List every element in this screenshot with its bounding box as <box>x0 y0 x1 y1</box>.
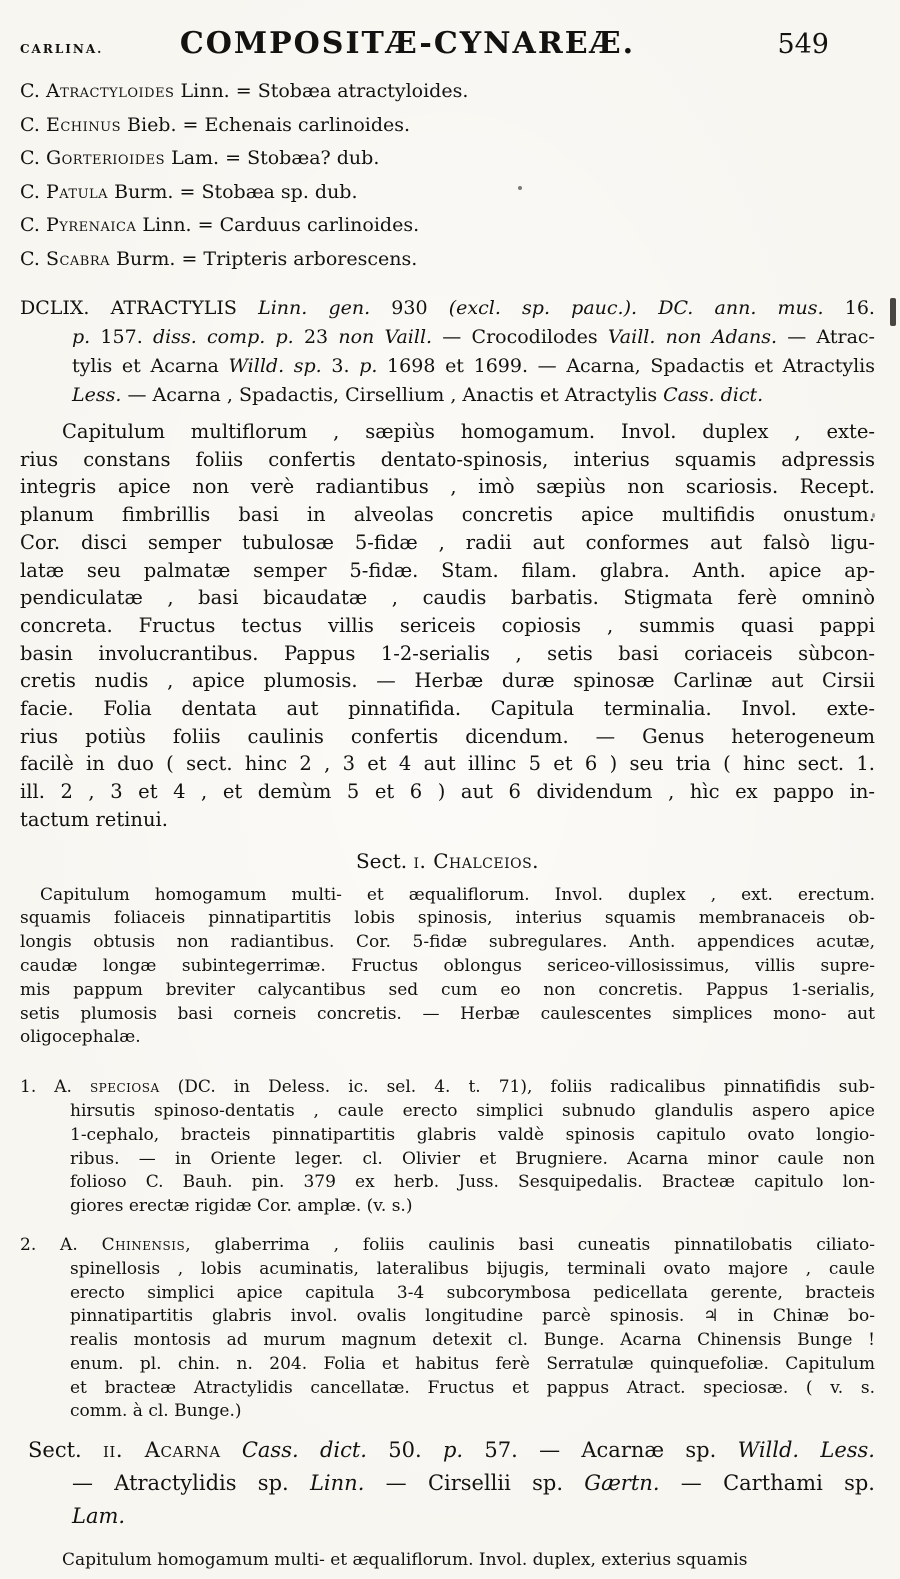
text-line <box>72 1500 875 1533</box>
text-segment: Less. <box>72 384 122 406</box>
text-segment: Linn. = Stobæa atractyloides. <box>174 80 469 102</box>
text-line: realis montosis ad murum magnum detexit cl. Bunge. Acarna Chinensis Bunge ! <box>70 1330 875 1351</box>
text-segment: Lam. <box>72 1504 126 1529</box>
text-line: cretis nudis , apice plumosis. — Herbæ duræ spinosæ Carlinæ aut Cirsii <box>20 669 875 693</box>
text-line <box>20 294 875 323</box>
text-line: hirsutis spinoso-dentatis , caule erecto simplici subnudo glandulis aspero apice <box>70 1100 875 1121</box>
text-line <box>20 1076 875 1100</box>
text-line: 1-cephalo, bracteis pinnatipartitis glabris valdè spinosis capitulo ovato longio- <box>70 1124 875 1145</box>
text-line: facilè in duo ( sect. hinc 2 , 3 et 4 aut illinc 5 et 6 ) seu tria ( hinc sect. 1. <box>20 752 875 776</box>
text-segment: 50. <box>366 1438 443 1463</box>
text-line <box>20 109 875 143</box>
text-line: erecto simplici apice capitula 3-4 subcorymbosa pedicellata gerente, bracteis <box>70 1282 875 1303</box>
text-line: Capitulum homogamum multi- et æqualiflorum. Invol. duplex, exterius squamis <box>62 1550 748 1571</box>
text-segment: Linn. gen. <box>258 297 371 319</box>
text-segment: Vaill. non Adans. <box>607 326 778 348</box>
text-segment: C. <box>20 180 46 203</box>
text-segment <box>221 1438 242 1462</box>
text-segment: C. <box>20 80 46 102</box>
text-segment: diss. comp. p. <box>152 326 294 348</box>
running-head: CARLINA. <box>20 42 104 56</box>
page-title: COMPOSITÆ-CYNAREÆ. <box>179 26 636 61</box>
text-line: spinellosis , lobis acuminatis, lateralibus bijugis, terminali ovato majore , caule <box>70 1258 875 1279</box>
text-line: et bracteæ Atractylidis cancellatæ. Fructus et pappus Atract. speciosæ. ( v. s. <box>70 1377 875 1398</box>
text-segment: Sect. <box>28 1438 103 1463</box>
text-line <box>20 176 875 210</box>
text-line: ill. 2 , 3 et 4 , et demùm 5 et 6 ) aut 6 dividendum , hìc ex pappo in- <box>20 780 875 804</box>
text-line: folioso C. Bauh. pin. 379 ex herb. Juss. Sesquipedalis. Bracteæ capitulo lon- <box>70 1172 875 1193</box>
text-line: basin involucrantibus. Pappus 1-2-serialis , setis basi coriaceis sùbcon- <box>20 641 875 665</box>
text-segment: 16. <box>823 297 875 319</box>
ink-artifact <box>890 298 896 326</box>
text-line: ribus. — in Oriente leger. cl. Olivier et Brugniere. Acarna minor caule non <box>70 1148 875 1169</box>
text-segment: p. <box>442 1438 464 1463</box>
text-segment: Burm. = Tripteris arborescens. <box>110 247 418 270</box>
text-segment: i. Chalceios. <box>413 848 540 873</box>
text-line: caudæ longæ subintegerrimæ. Fructus oblongus sericeo-villosissimus, villis supre- <box>20 955 875 976</box>
text-segment: Burm. = Stobæa sp. dub. <box>108 180 358 203</box>
text-line: pinnatipartitis glabris invol. ovalis longitudine parcè spinosis. ♃ in Chinæ bo- <box>70 1306 875 1327</box>
genus-entry-heading <box>20 294 875 410</box>
page-header <box>20 26 875 61</box>
text-segment: ii. Acarna <box>102 1438 221 1463</box>
text-line: tactum retinui. <box>20 807 168 831</box>
text-segment: 1698 et 1699. — Acarna, Spadactis et Atractylis <box>377 355 875 377</box>
species-entry-1 <box>20 1076 875 1219</box>
text-segment: Atractyloides <box>45 80 175 102</box>
text-segment: , glaberrima , foliis caulinis basi cuneatis pinnatilobatis ciliato- <box>185 1234 875 1255</box>
text-line: mis pappum breviter calycantibus sed cum eo non concretis. Pappus 1-serialis, <box>20 979 875 1000</box>
text-line: squamis foliaceis pinnatipartitis lobis spinosis, interius squamis membranaceis ob- <box>20 908 875 929</box>
text-line: longis obtusis non radiantibus. Cor. 5-fidæ subregulares. Anth. appendices acutæ, <box>20 932 875 953</box>
text-segment: 57. — Acarnæ sp. <box>463 1438 738 1463</box>
text-segment: Patula <box>45 180 109 203</box>
text-segment: C. <box>20 214 46 236</box>
continuation-paragraph <box>20 1549 875 1573</box>
ink-artifact <box>872 513 875 518</box>
text-segment: — Cirsellii sp. <box>364 1471 585 1496</box>
text-segment: Echinus <box>45 113 121 136</box>
text-line <box>72 323 875 352</box>
text-segment: — Crocodilodes <box>432 326 608 348</box>
text-line <box>72 381 875 410</box>
text-segment: DCLIX. ATRACTYLIS <box>20 297 259 319</box>
ink-artifact <box>518 186 522 190</box>
text-line: facie. Folia dentata aut pinnatifida. Capitula terminalia. Invol. exte- <box>20 697 875 721</box>
text-segment: Linn. <box>309 1471 365 1496</box>
text-segment: C. <box>20 147 46 169</box>
text-segment: 23 <box>293 326 339 348</box>
text-line: setis plumosis basi corneis concretis. — Herbæ caulescentes simplices mono- aut <box>20 1003 875 1024</box>
species-entry-2 <box>20 1234 875 1424</box>
text-line: rius potiùs foliis caulinis confertis dicendum. — Genus heterogeneum <box>20 724 875 748</box>
text-line: Capitulum multiflorum , sæpiùs homogamum. Invol. duplex , exte- <box>62 420 875 443</box>
text-line: integris apice non verè radiantibus , imò sæpiùs non scariosis. Recept. <box>20 475 875 499</box>
text-segment: tylis et Acarna <box>72 355 229 377</box>
text-segment: p. <box>359 355 378 377</box>
text-line: giores erectæ rigidæ Cor. amplæ. (v. s.) <box>70 1196 413 1217</box>
text-segment: — Carthami sp. <box>659 1471 875 1496</box>
text-line: oligocephalæ. <box>20 1027 141 1048</box>
text-line <box>20 1234 875 1258</box>
text-segment: Gorterioides <box>45 147 166 169</box>
text-line: pendiculatæ , basi bicaudatæ , caudis barbatis. Stigmata ferè omninò <box>20 586 875 610</box>
text-segment: C. <box>20 247 46 270</box>
section-1-description <box>20 884 875 1051</box>
text-segment: speciosa <box>89 1077 160 1098</box>
text-segment: Willd. Less. <box>737 1438 875 1463</box>
text-line: comm. à cl. Bunge.) <box>70 1401 242 1422</box>
text-segment: — Atrac- <box>777 326 875 348</box>
text-segment: Pyrenaica <box>45 214 137 236</box>
text-segment: Cass. dict. <box>663 384 764 406</box>
text-segment: non Vaill. <box>338 326 433 348</box>
text-line: enum. pl. chin. n. 204. Folia et habitus ferè Serratulæ quinquefoliæ. Capitulum <box>70 1353 875 1374</box>
text-segment: Lam. = Stobæa? dub. <box>165 147 380 169</box>
text-segment: Scabra <box>45 247 111 270</box>
text-segment: Gærtn. <box>584 1471 660 1496</box>
text-segment: Sect. <box>355 848 414 873</box>
text-line: Cor. disci semper tubulosæ 5-fidæ , radii aut conformes aut falsò ligu- <box>20 530 875 554</box>
text-segment: 930 <box>370 297 449 319</box>
text-segment: 3. <box>321 355 360 377</box>
text-line <box>20 209 875 243</box>
text-line <box>20 243 875 277</box>
text-segment: Linn. = Carduus carlinoides. <box>136 214 420 236</box>
genus-description <box>20 418 875 834</box>
text-segment: (excl. sp. pauc.). DC. ann. mus. <box>448 297 824 319</box>
section-1-heading <box>20 848 875 874</box>
text-segment: — Atractylidis sp. <box>72 1471 310 1496</box>
text-line <box>20 142 875 176</box>
text-segment: (DC. in Deless. ic. sel. 4. t. 71), foliis radicalibus pinnatifidis sub- <box>159 1077 875 1098</box>
text-line <box>20 75 875 109</box>
text-segment: C. <box>20 113 46 136</box>
text-line <box>72 352 875 381</box>
text-segment: Bieb. = Echenais carlinoides. <box>120 113 411 136</box>
text-line: rius constans foliis confertis dentato-spinosis, interius squamis adpressis <box>20 447 875 471</box>
text-segment: 2. A. <box>20 1234 102 1255</box>
text-segment: Chinensis <box>101 1234 186 1255</box>
text-segment: — Acarna , Spadactis, Cirsellium , Anactis et Atractylis <box>121 384 664 406</box>
text-line: latæ seu palmatæ semper 5-fidæ. Stam. filam. glabra. Anth. apice ap- <box>20 558 875 582</box>
text-line <box>72 1467 875 1500</box>
page-number: 549 <box>777 29 829 60</box>
synonym-list <box>20 75 875 276</box>
text-segment: Willd. sp. <box>228 355 322 377</box>
text-segment: p. <box>72 326 91 348</box>
text-line: Capitulum homogamum multi- et æqualiflorum. Invol. duplex , ext. erectum. <box>40 884 875 905</box>
text-line: concreta. Fructus tectus villis sericeis copiosis , summis quasi pappi <box>20 613 875 637</box>
text-line: planum fimbrillis basi in alveolas concretis apice multifidis onustum. <box>20 503 875 527</box>
text-segment: Cass. dict. <box>241 1438 367 1463</box>
text-segment: 1. A. <box>20 1077 90 1098</box>
text-segment: 157. <box>90 326 153 348</box>
section-2-heading <box>20 1434 875 1533</box>
text-line <box>28 1434 875 1467</box>
